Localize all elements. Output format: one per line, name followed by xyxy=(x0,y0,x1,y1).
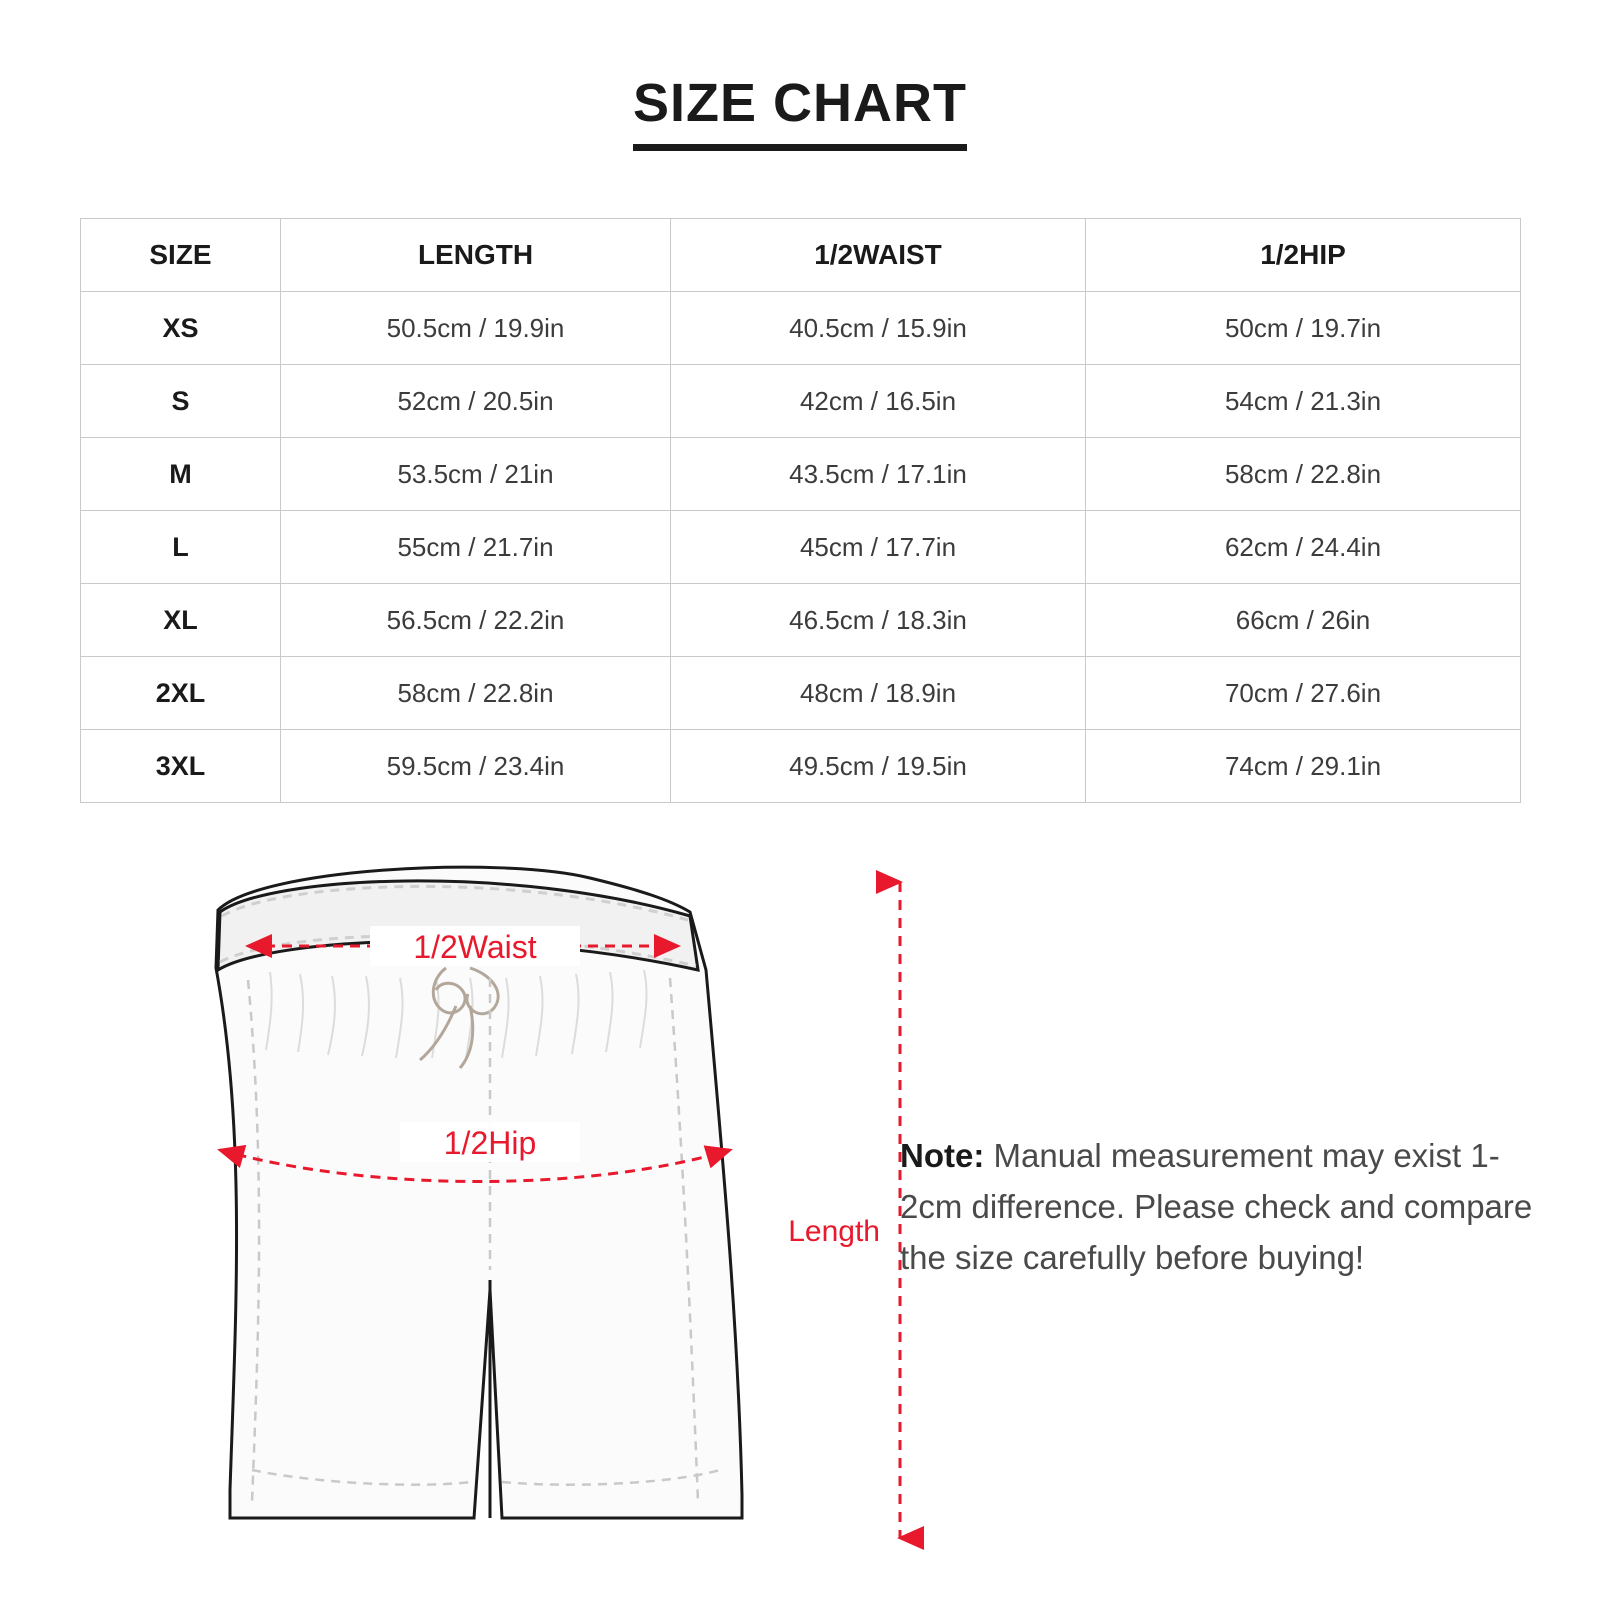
half-hip-label: 1/2Hip xyxy=(443,1125,537,1161)
note-lead: Note: xyxy=(900,1137,985,1174)
column-header-length: LENGTH xyxy=(281,219,671,292)
size-chart-table xyxy=(80,218,1521,803)
table-row xyxy=(81,730,1521,803)
table-row xyxy=(81,365,1521,438)
cell-half-waist: 46.5cm / 18.3in xyxy=(671,584,1086,657)
table-header-row xyxy=(81,219,1521,292)
cell-length: 58cm / 22.8in xyxy=(281,657,671,730)
cell-length: 52cm / 20.5in xyxy=(281,365,671,438)
cell-half-waist: 49.5cm / 19.5in xyxy=(671,730,1086,803)
column-header-half-hip: 1/2HIP xyxy=(1086,219,1521,292)
column-header-half-waist: 1/2WAIST xyxy=(671,219,1086,292)
cell-size: S xyxy=(81,365,281,438)
cell-half-hip: 74cm / 29.1in xyxy=(1086,730,1521,803)
cell-half-hip: 54cm / 21.3in xyxy=(1086,365,1521,438)
cell-half-waist: 42cm / 16.5in xyxy=(671,365,1086,438)
size-chart-table-container xyxy=(80,218,1520,803)
cell-length: 55cm / 21.7in xyxy=(281,511,671,584)
table-row xyxy=(81,438,1521,511)
length-label: Length xyxy=(788,1215,880,1248)
cell-half-waist: 40.5cm / 15.9in xyxy=(671,292,1086,365)
cell-length: 53.5cm / 21in xyxy=(281,438,671,511)
cell-half-hip: 66cm / 26in xyxy=(1086,584,1521,657)
cell-size: XS xyxy=(81,292,281,365)
page-title: SIZE CHART xyxy=(633,72,967,151)
cell-half-hip: 50cm / 19.7in xyxy=(1086,292,1521,365)
half-waist-label: 1/2Waist xyxy=(413,929,537,965)
cell-half-hip: 70cm / 27.6in xyxy=(1086,657,1521,730)
cell-size: 3XL xyxy=(81,730,281,803)
cell-half-waist: 48cm / 18.9in xyxy=(671,657,1086,730)
cell-size: L xyxy=(81,511,281,584)
cell-length: 56.5cm / 22.2in xyxy=(281,584,671,657)
cell-half-waist: 43.5cm / 17.1in xyxy=(671,438,1086,511)
cell-size: M xyxy=(81,438,281,511)
cell-half-waist: 45cm / 17.7in xyxy=(671,511,1086,584)
cell-length: 59.5cm / 23.4in xyxy=(281,730,671,803)
measurement-note xyxy=(900,1130,1540,1283)
cell-size: XL xyxy=(81,584,281,657)
column-header-size: SIZE xyxy=(81,219,281,292)
table-row xyxy=(81,657,1521,730)
cell-length: 50.5cm / 19.9in xyxy=(281,292,671,365)
table-row xyxy=(81,584,1521,657)
shorts-diagram xyxy=(70,850,860,1560)
cell-half-hip: 62cm / 24.4in xyxy=(1086,511,1521,584)
page-title-container xyxy=(0,72,1600,151)
table-row xyxy=(81,511,1521,584)
cell-size: 2XL xyxy=(81,657,281,730)
cell-half-hip: 58cm / 22.8in xyxy=(1086,438,1521,511)
note-text: Manual measurement may exist 1-2cm difference. Please check and compare the size carefully before buying! xyxy=(900,1137,1533,1277)
table-row xyxy=(81,292,1521,365)
